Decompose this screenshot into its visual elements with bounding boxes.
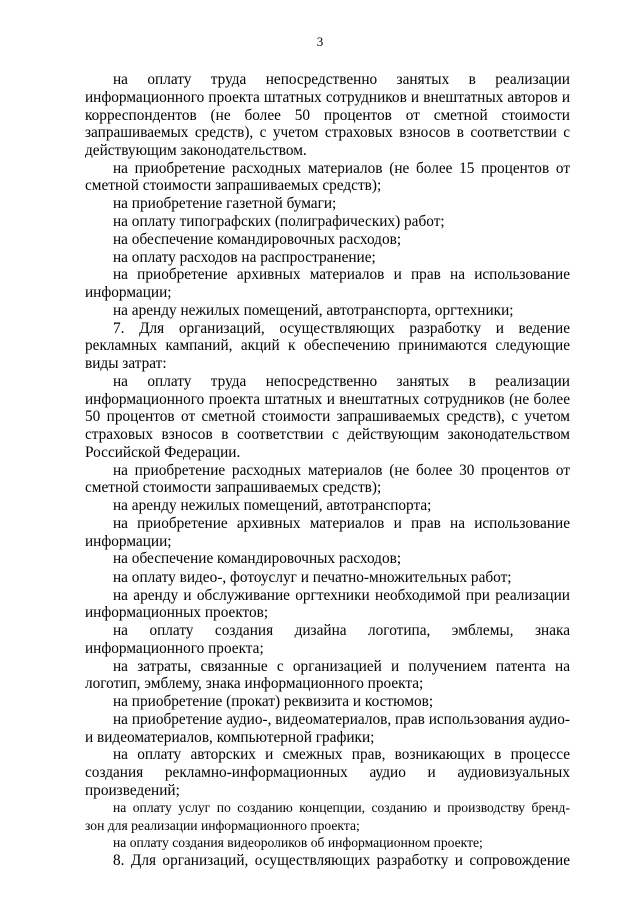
text-line: на приобретение аудио-, видеоматериалов, прав использования аудио-	[113, 711, 570, 728]
text-line: информационного проекта;	[85, 640, 264, 657]
text-line: информационных проектов;	[85, 604, 269, 621]
text-line: информационного проекта штатных и внештатных сотрудников (не более	[85, 391, 570, 408]
text-line: на обеспечение командировочных расходов;	[113, 550, 402, 567]
text-line: информации;	[85, 533, 172, 550]
text-line: на приобретение архивных материалов и прав на использование	[113, 515, 570, 532]
text-line: на оплату услуг по созданию концепции, созданию и производству бренд-	[113, 800, 570, 815]
page-number: 3	[316, 34, 324, 49]
text-line: на оплату типографских (полиграфических) работ;	[113, 213, 445, 230]
text-line: действующим законодательством.	[85, 142, 307, 159]
text-line: корреспондентов (не более 50 процентов от сметной стоимости	[85, 107, 570, 124]
text-line: произведений;	[85, 782, 180, 799]
text-line: на оплату труда непосредственно занятых в реализации	[113, 71, 570, 88]
text-line: создания рекламно-информационных аудио и аудиовизуальных	[85, 764, 570, 781]
text-line: на аренду нежилых помещений, автотранспорта, оргтехники;	[113, 302, 514, 319]
text-line: логотип, эмблему, знака информационного проекта;	[85, 675, 424, 692]
text-line: сметной стоимости запрашиваемых средств);	[85, 479, 382, 496]
text-line: 7. Для организаций, осуществляющих разработку и ведение	[113, 320, 570, 337]
text-line: на приобретение газетной бумаги;	[113, 195, 337, 212]
text-line: на аренду и обслуживание оргтехники необходимой при реализации	[113, 587, 570, 604]
text-line: на оплату авторских и смежных прав, возникающих в процессе	[113, 746, 570, 763]
text-line: на аренду нежилых помещений, автотранспорта;	[113, 497, 432, 514]
text-line: зон для реализации информационного проекта;	[85, 818, 360, 833]
text-line: Российской Федерации.	[85, 444, 241, 461]
text-line: на затраты, связанные с организацией и получением патента на	[113, 658, 570, 675]
text-line: на приобретение архивных материалов и прав на использование	[113, 266, 570, 283]
text-line: и видеоматериалов, компьютерной графики;	[85, 729, 375, 746]
text-line: на оплату труда непосредственно занятых в реализации	[113, 373, 570, 390]
text-line: запрашиваемых средств), с учетом страховых взносов в соответствии с	[85, 124, 570, 141]
text-line: страховых взносов в соответствии с действующим законодательством	[85, 426, 570, 443]
text-line: на оплату создания дизайна логотипа, эмблемы, знака	[113, 622, 570, 639]
text-line: 8. Для организаций, осуществляющих разработку и сопровождение	[113, 852, 570, 869]
text-line: на приобретение расходных материалов (не более 15 процентов от	[113, 160, 570, 177]
text-line: на оплату видео-, фотоуслуг и печатно-множительных работ;	[113, 569, 512, 586]
text-line: сметной стоимости запрашиваемых средств);	[85, 177, 382, 194]
text-line: виды затрат:	[85, 355, 167, 372]
text-line: на обеспечение командировочных расходов;	[113, 231, 402, 248]
text-line: 50 процентов от сметной стоимости запрашиваемых средств), с учетом	[85, 408, 570, 425]
text-line: на оплату расходов на распространение;	[113, 249, 376, 266]
text-line: рекламных кампаний, акций к обеспечению принимаются следующие	[85, 337, 570, 354]
text-line: информационного проекта штатных сотрудников и внештатных авторов и	[85, 89, 570, 106]
text-line: на приобретение (прокат) реквизита и костюмов;	[113, 693, 434, 710]
text-line: на приобретение расходных материалов (не более 30 процентов от	[113, 462, 570, 479]
text-line: информации;	[85, 284, 172, 301]
text-line: на оплату создания видеороликов об информационном проекте;	[113, 835, 483, 850]
